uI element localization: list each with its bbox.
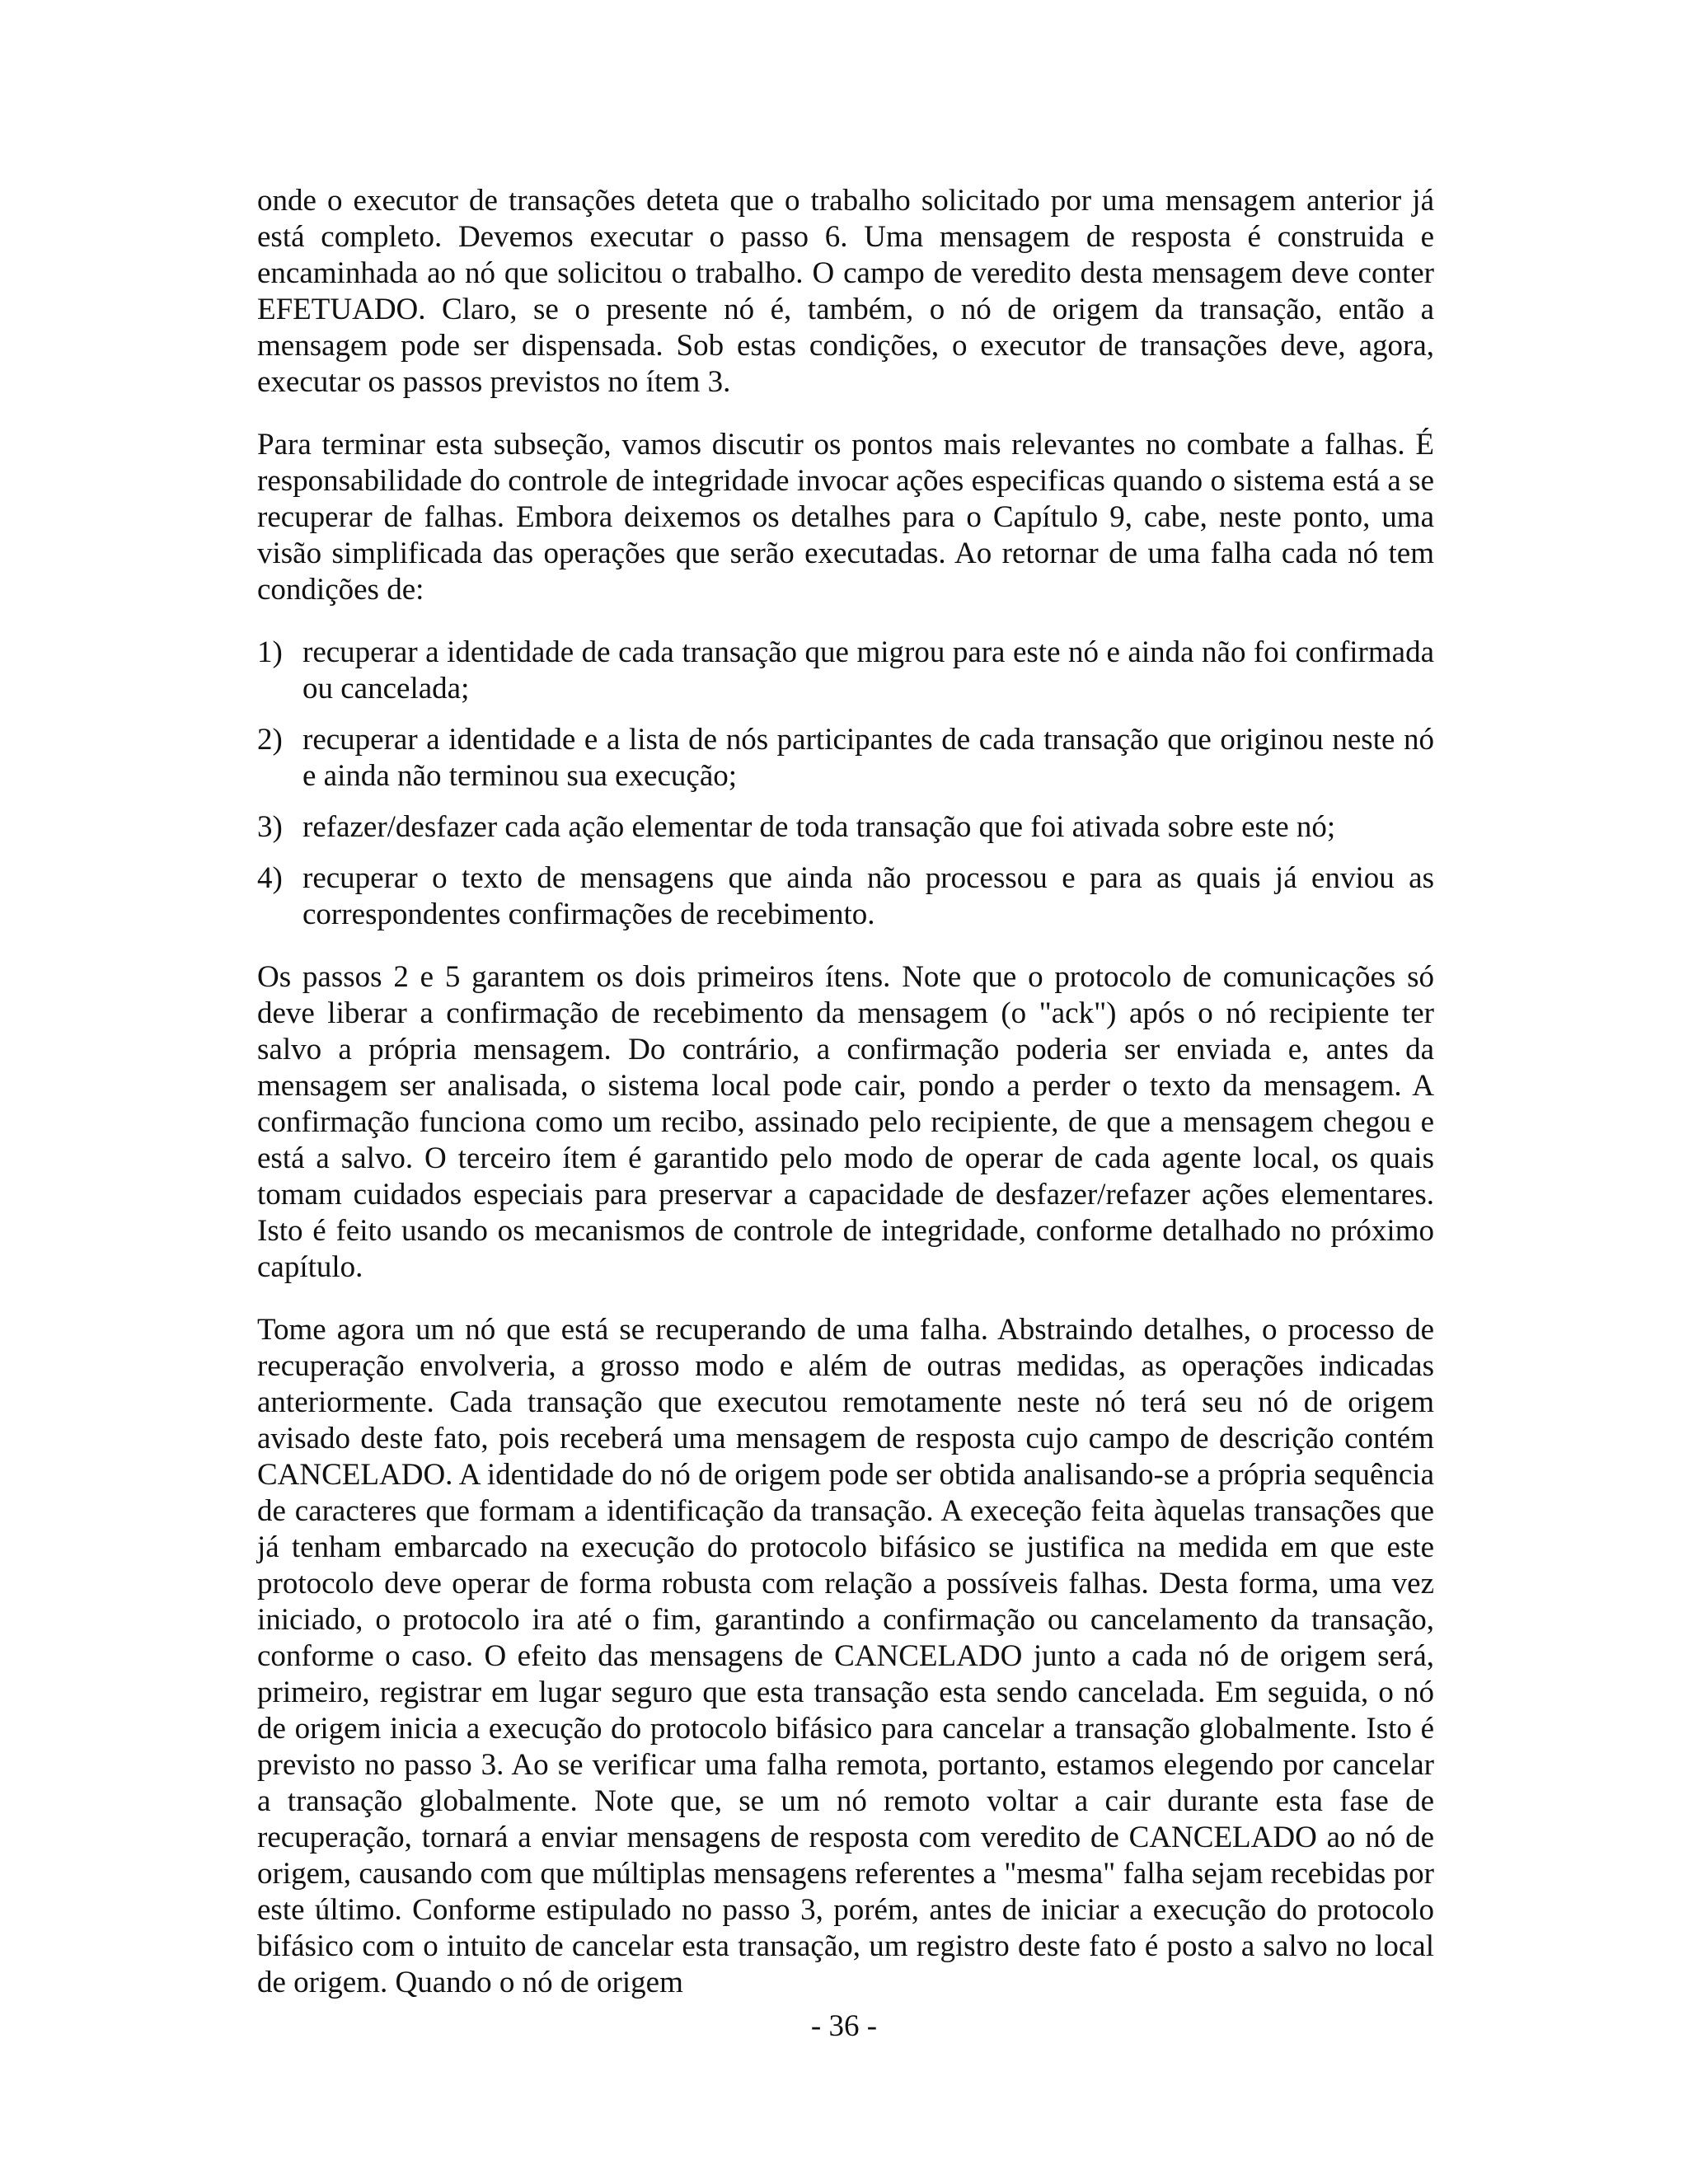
list-item-text: recuperar o texto de mensagens que ainda não processou e para as quais já enviou as correspondentes confirmações de recebimento. xyxy=(302,861,1434,931)
list-item-number: 2) xyxy=(257,723,283,757)
paragraph-node-recovery: Tome agora um nó que está se recuperando de uma falha. Abstraindo detalhes, o processo de recuperação envolveria, a grosso modo e além de outras medidas, as operações indicadas anteriormente. Cada transação que executou remotamente neste nó terá seu nó de origem avisado deste fato, pois receberá uma mensagem de resposta cujo campo de descrição contém CANCELADO. A identidade do nó de origem pode ser obtida analisando-se a própria sequência de caracteres que formam a identificação da transação. A execeção feita àquelas transações que já tenham embarcado na execução do protocolo bifásico se justifica na medida em que este protocolo deve operar de forma robusta com relação a possíveis falhas. Desta forma, uma vez iniciado, o protocolo ira até o fim, garantindo a confirmação ou cancelamento da transação, conforme o caso. O efeito das mensagens de CANCELADO junto a cada nó de origem será, primeiro, registrar em lugar seguro que esta transação esta sendo cancelada. Em seguida, o nó de origem inicia a execução do protocolo bifásico para cancelar a transação globalmente. Isto é previsto no passo 3. Ao se verificar uma falha remota, portanto, estamos elegendo por cancelar a transação globalmente. Note que, se um nó remoto voltar a cair durante esta fase de recuperação, tornará a enviar mensagens de resposta com veredito de CANCELADO ao nó de origem, causando com que múltiplas mensagens referentes a "mesma" falha sejam recebidas por este último. Conforme estipulado no passo 3, porém, antes de iniciar a execução do protocolo bifásico com o intuito de cancelar esta transação, um registro deste fato é posto a salvo no local de origem. Quando o nó de origem xyxy=(257,1313,1434,1999)
recovery-conditions-list xyxy=(257,635,1434,933)
document-page xyxy=(257,183,1434,2027)
list-item xyxy=(257,722,1434,794)
paragraph-continuation: onde o executor de transações deteta que o trabalho solicitado por uma mensagem anterior já está completo. Devemos executar o passo 6. Uma mensagem de resposta é construida e encaminhada ao nó que solicitou o trabalho. O campo de veredito desta mensagem deve conter EFETUADO. Claro, se o presente nó é, também, o nó de origem da transação, então a mensagem pode ser dispensada. Sob estas condições, o executor de transações deve, agora, executar os passos previstos no ítem 3. xyxy=(257,184,1434,399)
list-item-text: refazer/desfazer cada ação elementar de toda transação que foi ativada sobre este nó; xyxy=(302,810,1336,844)
list-item-number: 4) xyxy=(257,861,283,895)
list-item-number: 3) xyxy=(257,810,283,844)
list-item xyxy=(257,635,1434,707)
list-item-text: recuperar a identidade de cada transação que migrou para este nó e ainda não foi confirmada ou cancelada; xyxy=(302,635,1434,705)
list-item-text: recuperar a identidade e a lista de nós participantes de cada transação que originou neste nó e ainda não terminou sua execução; xyxy=(302,723,1434,793)
page-number: - 36 - xyxy=(810,2009,878,2043)
list-item xyxy=(257,860,1434,933)
paragraph-failure-recovery-intro: Para terminar esta subseção, vamos discutir os pontos mais relevantes no combate a falhas. É responsabilidade do controle de integridade invocar ações especificas quando o sistema está a se recuperar de falhas. Embora deixemos os detalhes para o Capítulo 9, cabe, neste ponto, uma visão simplificada das operações que serão executadas. Ao retornar de uma falha cada nó tem condições de: xyxy=(257,428,1434,607)
list-item xyxy=(257,809,1434,846)
paragraph-steps-guarantee: Os passos 2 e 5 garantem os dois primeiros ítens. Note que o protocolo de comunicações só deve liberar a confirmação de recebimento da mensagem (o "ack") após o nó recipiente ter salvo a própria mensagem. Do contrário, a confirmação poderia ser enviada e, antes da mensagem ser analisada, o sistema local pode cair, pondo a perder o texto da mensagem. A confirmação funciona como um recibo, assinado pelo recipiente, de que a mensagem chegou e está a salvo. O terceiro ítem é garantido pelo modo de operar de cada agente local, os quais tomam cuidados especiais para preservar a capacidade de desfazer/refazer ações elementares. Isto é feito usando os mecanismos de controle de integridade, conforme detalhado no próximo capítulo. xyxy=(257,960,1434,1284)
list-item-number: 1) xyxy=(257,635,283,669)
